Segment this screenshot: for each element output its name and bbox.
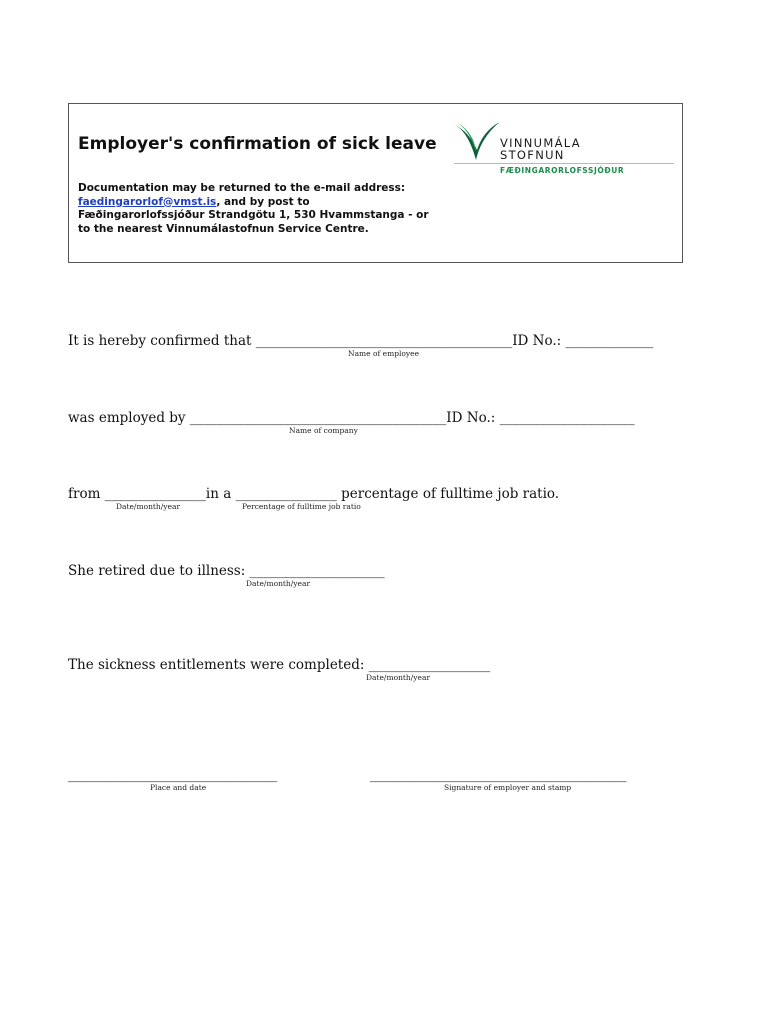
email-link[interactable]: faedingarorlof@vmst.is — [78, 195, 217, 208]
retired-date-caption: Date/month/year — [246, 579, 311, 588]
note-text-end: , and by post to Fæðingarorlofssjóður Strandgötu 1, 530 Hvammstanga - or to the nearest Vinnumálastofnun Service Centre. — [78, 195, 429, 235]
vmst-check-logo-icon — [452, 118, 502, 164]
logo-name-line2: STOFNUN — [500, 148, 565, 162]
logo-name-line1: VINNUMÁLA — [500, 136, 581, 150]
form-title: Employer's confirmation of sick leave — [78, 134, 437, 154]
percentage-caption: Percentage of fulltime job ratio — [242, 502, 361, 511]
completed-date-caption: Date/month/year — [366, 673, 431, 682]
employment-line[interactable]: was employed by ______________________________________ID No.: ____________________ — [68, 410, 635, 426]
signature-caption: Signature of employer and stamp — [444, 783, 572, 792]
employee-confirmation-line[interactable]: It is hereby confirmed that ______________________________________ID No.: _____________ — [68, 333, 654, 349]
period-line[interactable]: from _______________in a _______________ percentage of fulltime job ratio. — [68, 486, 560, 502]
employee-name-caption: Name of employee — [348, 349, 420, 358]
note-text-start: Documentation may be returned to the e-mail address: — [78, 182, 406, 194]
documentation-note — [78, 182, 438, 236]
header-box — [68, 103, 683, 263]
logo-divider — [454, 163, 674, 164]
place-date-line[interactable]: _______________________________ — [68, 767, 278, 783]
logo-name — [500, 137, 581, 161]
signature-line[interactable]: ______________________________________ — [370, 767, 627, 783]
company-name-caption: Name of company — [289, 426, 358, 435]
retired-illness-line[interactable]: She retired due to illness: ____________________ — [68, 563, 385, 579]
place-date-caption: Place and date — [150, 783, 207, 792]
vmst-logo — [452, 118, 677, 182]
start-date-caption: Date/month/year — [116, 502, 181, 511]
entitlements-completed-line[interactable]: The sickness entitlements were completed: __________________ — [68, 657, 491, 673]
logo-subtitle: FÆÐINGARORLOFSSJÓÐUR — [500, 166, 625, 175]
